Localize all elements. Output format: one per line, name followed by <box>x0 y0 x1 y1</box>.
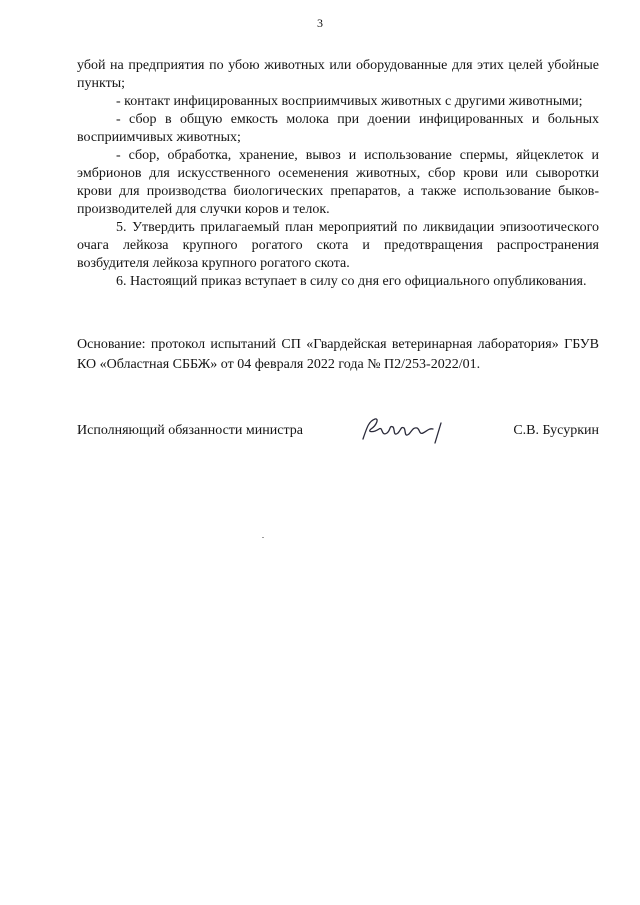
page-number: 3 <box>317 16 323 30</box>
paragraph-semen: - сбор, обработка, хранение, вывоз и использование спермы, яйцеклеток и эмбрионов для искусственного осеменения животных, сбор крови или сыворотки крови для производства биологических препаратов, а также использование быков-производителей для случки коров и телок. <box>77 148 599 217</box>
paragraph-milk: - сбор в общую емкость молока при доении инфицированных и больных восприимчивых животных; <box>77 112 599 145</box>
paragraph-contact: - контакт инфицированных восприимчивых животных с другими животными; <box>116 94 583 109</box>
paragraph-item-6: 6. Настоящий приказ вступает в силу со дня его официального опубликования. <box>116 274 587 289</box>
paragraph-item-5: 5. Утвердить прилагаемый план мероприятий по ликвидации эпизоотического очага лейкоза крупного рогатого скота и предотвращения распространения возбудителя лейкоза крупного рогатого скота. <box>77 220 599 271</box>
handwritten-signature <box>357 413 457 447</box>
basis-note <box>77 335 599 375</box>
scan-speck <box>262 537 264 538</box>
signatory-name: С.В. Бусуркин <box>513 423 599 438</box>
signatory-title: Исполняющий обязанности министра <box>77 423 303 438</box>
paragraph-slaughter: убой на предприятия по убою животных или оборудованные для этих целей убойные пункты; <box>77 58 599 91</box>
basis-text: Основание: протокол испытаний СП «Гвардейская ветеринарная лаборатория» ГБУВ КО «Областная СББЖ» от 04 февраля 2022 года № П2/253-2022/01. <box>77 337 599 372</box>
signature-block <box>77 421 599 451</box>
order-text <box>77 57 599 291</box>
